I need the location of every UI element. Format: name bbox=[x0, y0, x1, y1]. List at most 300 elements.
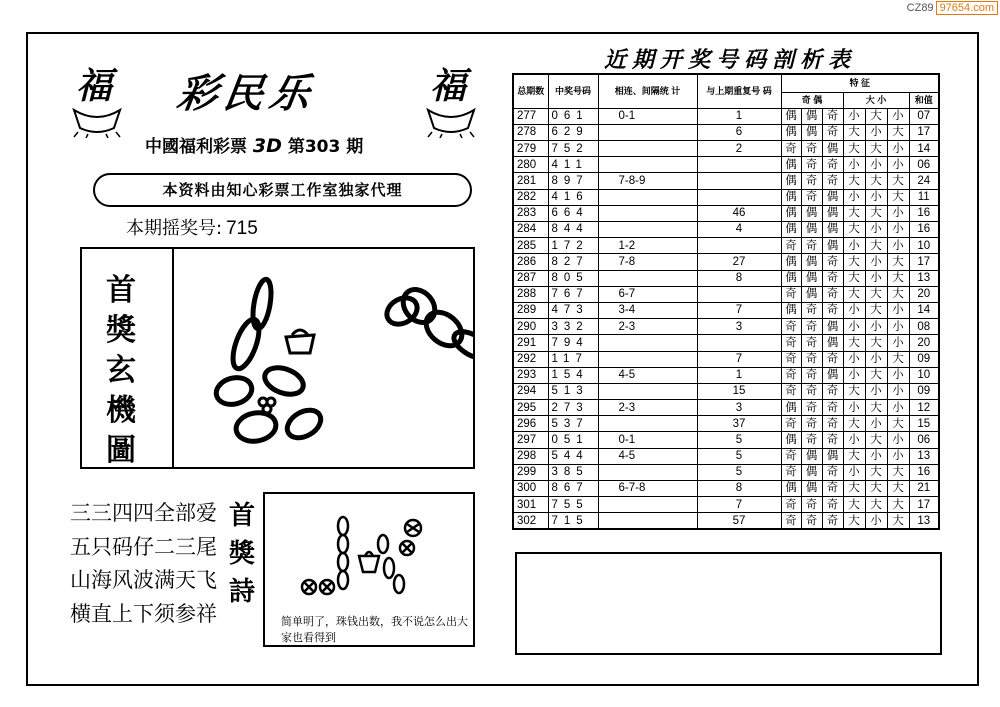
issue-cell: 277 bbox=[513, 108, 548, 124]
pattern-cell: 4-5 bbox=[598, 448, 697, 464]
big-small-cell: 小 bbox=[843, 351, 865, 367]
big-small-cell: 大 bbox=[887, 497, 909, 513]
sum-cell: 13 bbox=[909, 270, 939, 286]
odd-even-cell: 奇 bbox=[822, 173, 843, 189]
odd-even-cell: 奇 bbox=[801, 141, 822, 157]
big-small-cell: 小 bbox=[843, 302, 865, 318]
issue-cell: 281 bbox=[513, 173, 548, 189]
mystic-title: 首獎玄機圖 bbox=[106, 273, 136, 468]
big-small-cell: 小 bbox=[843, 238, 865, 254]
odd-even-cell: 奇 bbox=[822, 481, 843, 497]
odd-even-cell: 奇 bbox=[801, 173, 822, 189]
big-small-cell: 大 bbox=[865, 400, 887, 416]
big-small-cell: 小 bbox=[887, 367, 909, 383]
repeat-cell: 4 bbox=[697, 222, 781, 238]
table-row bbox=[513, 108, 939, 124]
pattern-cell: 6-7 bbox=[598, 286, 697, 302]
big-small-cell: 小 bbox=[865, 319, 887, 335]
table-row bbox=[513, 335, 939, 351]
repeat-cell: 2 bbox=[697, 141, 781, 157]
table-row bbox=[513, 416, 939, 432]
odd-even-cell: 奇 bbox=[781, 464, 801, 480]
big-small-cell: 小 bbox=[843, 400, 865, 416]
big-small-cell: 大 bbox=[865, 302, 887, 318]
big-small-cell: 大 bbox=[843, 497, 865, 513]
agency-notice: 本资料由知心彩票工作室独家代理 bbox=[93, 173, 472, 207]
odd-even-cell: 奇 bbox=[801, 319, 822, 335]
pattern-cell bbox=[598, 270, 697, 286]
big-small-cell: 大 bbox=[865, 173, 887, 189]
odd-even-cell: 偶 bbox=[822, 222, 843, 238]
odd-even-cell: 偶 bbox=[781, 222, 801, 238]
sum-cell: 06 bbox=[909, 432, 939, 448]
sum-cell: 17 bbox=[909, 254, 939, 270]
repeat-cell bbox=[697, 335, 781, 351]
pattern-cell bbox=[598, 205, 697, 221]
odd-even-cell: 偶 bbox=[822, 238, 843, 254]
odd-even-cell: 奇 bbox=[801, 351, 822, 367]
poem-line: 山海风波满天飞 bbox=[70, 568, 217, 592]
big-small-cell: 大 bbox=[843, 173, 865, 189]
pattern-cell: 7-8 bbox=[598, 254, 697, 270]
watermark bbox=[907, 2, 998, 14]
odd-even-cell: 奇 bbox=[781, 238, 801, 254]
odd-even-cell: 奇 bbox=[801, 432, 822, 448]
table-header-row bbox=[513, 74, 939, 92]
big-small-cell: 大 bbox=[865, 286, 887, 302]
odd-even-cell: 偶 bbox=[822, 367, 843, 383]
table-row bbox=[513, 157, 939, 173]
odd-even-cell: 偶 bbox=[801, 205, 822, 221]
sum-cell: 17 bbox=[909, 497, 939, 513]
big-small-cell: 大 bbox=[887, 351, 909, 367]
issue-cell: 301 bbox=[513, 497, 548, 513]
issue-number: 第303 期 bbox=[287, 137, 364, 157]
odd-even-cell: 奇 bbox=[822, 513, 843, 529]
sum-cell: 09 bbox=[909, 383, 939, 399]
sum-cell: 14 bbox=[909, 302, 939, 318]
odd-even-cell: 偶 bbox=[781, 157, 801, 173]
col-big-small-header: 大 小 bbox=[843, 92, 909, 108]
issue-cell: 302 bbox=[513, 513, 548, 529]
pattern-cell: 2-3 bbox=[598, 400, 697, 416]
issue-cell: 280 bbox=[513, 157, 548, 173]
sum-cell: 21 bbox=[909, 481, 939, 497]
odd-even-cell: 奇 bbox=[781, 383, 801, 399]
odd-even-cell: 奇 bbox=[781, 319, 801, 335]
big-small-cell: 大 bbox=[887, 464, 909, 480]
table-row bbox=[513, 222, 939, 238]
pattern-cell: 0-1 bbox=[598, 108, 697, 124]
number-cell: 332 bbox=[548, 319, 598, 335]
table-row bbox=[513, 432, 939, 448]
number-cell: 117 bbox=[548, 351, 598, 367]
issue-cell: 299 bbox=[513, 464, 548, 480]
odd-even-cell: 偶 bbox=[801, 124, 822, 140]
pattern-cell: 2-3 bbox=[598, 319, 697, 335]
big-small-cell: 小 bbox=[843, 319, 865, 335]
big-small-cell: 小 bbox=[865, 383, 887, 399]
odd-even-cell: 奇 bbox=[822, 400, 843, 416]
big-small-cell: 小 bbox=[865, 222, 887, 238]
poem-text bbox=[70, 497, 217, 631]
odd-even-cell: 偶 bbox=[801, 286, 822, 302]
pattern-cell bbox=[598, 124, 697, 140]
big-small-cell: 小 bbox=[887, 448, 909, 464]
odd-even-cell: 奇 bbox=[781, 351, 801, 367]
number-cell: 715 bbox=[548, 513, 598, 529]
number-cell: 794 bbox=[548, 335, 598, 351]
big-small-cell: 大 bbox=[843, 205, 865, 221]
repeat-cell: 3 bbox=[697, 319, 781, 335]
issue-cell: 286 bbox=[513, 254, 548, 270]
big-small-cell: 小 bbox=[887, 319, 909, 335]
big-small-cell: 大 bbox=[865, 335, 887, 351]
odd-even-cell: 偶 bbox=[781, 270, 801, 286]
odd-even-cell: 偶 bbox=[781, 302, 801, 318]
table-row bbox=[513, 367, 939, 383]
number-cell: 537 bbox=[548, 416, 598, 432]
odd-even-cell: 奇 bbox=[801, 383, 822, 399]
table-row bbox=[513, 141, 939, 157]
number-cell: 416 bbox=[548, 189, 598, 205]
poem-picture-panel bbox=[263, 492, 475, 647]
table-row bbox=[513, 351, 939, 367]
sum-cell: 16 bbox=[909, 205, 939, 221]
repeat-cell: 46 bbox=[697, 205, 781, 221]
big-small-cell: 大 bbox=[865, 432, 887, 448]
big-small-cell: 小 bbox=[865, 416, 887, 432]
odd-even-cell: 奇 bbox=[822, 254, 843, 270]
big-small-cell: 大 bbox=[865, 108, 887, 124]
sum-cell: 15 bbox=[909, 416, 939, 432]
odd-even-cell: 奇 bbox=[781, 141, 801, 157]
big-small-cell: 小 bbox=[887, 157, 909, 173]
table-row bbox=[513, 383, 939, 399]
odd-even-cell: 偶 bbox=[822, 189, 843, 205]
big-small-cell: 小 bbox=[843, 157, 865, 173]
repeat-cell: 7 bbox=[697, 351, 781, 367]
pattern-cell: 6-7-8 bbox=[598, 481, 697, 497]
sum-cell: 16 bbox=[909, 464, 939, 480]
col-odd-even-header: 奇 偶 bbox=[781, 92, 843, 108]
sum-cell: 13 bbox=[909, 513, 939, 529]
odd-even-cell: 奇 bbox=[822, 124, 843, 140]
table-row bbox=[513, 400, 939, 416]
big-small-cell: 小 bbox=[865, 448, 887, 464]
odd-even-cell: 奇 bbox=[781, 497, 801, 513]
odd-even-cell: 奇 bbox=[822, 464, 843, 480]
issue-prefix: 中國福利彩票 bbox=[145, 137, 247, 157]
big-small-cell: 小 bbox=[865, 189, 887, 205]
pattern-cell: 1-2 bbox=[598, 238, 697, 254]
sum-cell: 09 bbox=[909, 351, 939, 367]
odd-even-cell: 奇 bbox=[801, 367, 822, 383]
mystic-puzzle-image bbox=[174, 249, 474, 467]
odd-even-cell: 奇 bbox=[822, 432, 843, 448]
number-cell: 805 bbox=[548, 270, 598, 286]
odd-even-cell: 偶 bbox=[801, 108, 822, 124]
number-cell: 752 bbox=[548, 141, 598, 157]
watermark-site-link[interactable]: 97654.com bbox=[936, 1, 998, 15]
sum-cell: 06 bbox=[909, 157, 939, 173]
big-small-cell: 小 bbox=[887, 302, 909, 318]
pattern-cell bbox=[598, 141, 697, 157]
odd-even-cell: 奇 bbox=[781, 335, 801, 351]
col-feature-header: 特 征 bbox=[781, 74, 939, 92]
big-small-cell: 大 bbox=[865, 464, 887, 480]
col-sum-header: 和值 bbox=[909, 92, 939, 108]
sum-cell: 20 bbox=[909, 335, 939, 351]
odd-even-cell: 偶 bbox=[801, 254, 822, 270]
big-small-cell: 大 bbox=[887, 173, 909, 189]
odd-even-cell: 奇 bbox=[822, 416, 843, 432]
big-small-cell: 大 bbox=[843, 222, 865, 238]
number-cell: 273 bbox=[548, 400, 598, 416]
repeat-cell: 37 bbox=[697, 416, 781, 432]
big-small-cell: 大 bbox=[843, 141, 865, 157]
big-small-cell: 小 bbox=[865, 270, 887, 286]
big-small-cell: 小 bbox=[843, 464, 865, 480]
odd-even-cell: 奇 bbox=[801, 238, 822, 254]
big-small-cell: 大 bbox=[843, 335, 865, 351]
big-small-cell: 大 bbox=[887, 270, 909, 286]
issue-cell: 293 bbox=[513, 367, 548, 383]
big-small-cell: 大 bbox=[887, 513, 909, 529]
odd-even-cell: 偶 bbox=[801, 448, 822, 464]
big-small-cell: 大 bbox=[865, 367, 887, 383]
big-small-cell: 小 bbox=[865, 513, 887, 529]
repeat-cell: 8 bbox=[697, 270, 781, 286]
repeat-cell: 57 bbox=[697, 513, 781, 529]
issue-cell: 283 bbox=[513, 205, 548, 221]
table-row bbox=[513, 302, 939, 318]
poem-line: 横直上下须参祥 bbox=[70, 601, 217, 626]
sum-cell: 20 bbox=[909, 286, 939, 302]
number-cell: 051 bbox=[548, 432, 598, 448]
poem-title: 首獎詩 bbox=[229, 501, 256, 607]
sum-cell: 07 bbox=[909, 108, 939, 124]
big-small-cell: 大 bbox=[887, 481, 909, 497]
repeat-cell bbox=[697, 173, 781, 189]
odd-even-cell: 奇 bbox=[781, 286, 801, 302]
pattern-cell bbox=[598, 351, 697, 367]
issue-cell: 296 bbox=[513, 416, 548, 432]
odd-even-cell: 奇 bbox=[801, 189, 822, 205]
table-row bbox=[513, 464, 939, 480]
poem-line: 五只码仔二三尾 bbox=[70, 534, 217, 559]
table-row bbox=[513, 513, 939, 529]
issue-cell: 292 bbox=[513, 351, 548, 367]
odd-even-cell: 偶 bbox=[822, 141, 843, 157]
big-small-cell: 大 bbox=[843, 448, 865, 464]
number-cell: 154 bbox=[548, 367, 598, 383]
big-small-cell: 小 bbox=[887, 335, 909, 351]
fu-character-right: 福 bbox=[430, 65, 467, 107]
ingot-ornament-left-icon bbox=[70, 104, 124, 138]
poem-picture-image bbox=[265, 494, 475, 614]
big-small-cell: 大 bbox=[843, 481, 865, 497]
poem-line: 三三四四全部爱 bbox=[70, 501, 217, 525]
issue-cell: 297 bbox=[513, 432, 548, 448]
odd-even-cell: 奇 bbox=[822, 497, 843, 513]
issue-cell: 284 bbox=[513, 222, 548, 238]
sum-cell: 12 bbox=[909, 400, 939, 416]
pattern-cell bbox=[598, 464, 697, 480]
repeat-cell bbox=[697, 157, 781, 173]
table-row bbox=[513, 448, 939, 464]
odd-even-cell: 偶 bbox=[822, 205, 843, 221]
repeat-cell: 15 bbox=[697, 383, 781, 399]
number-cell: 767 bbox=[548, 286, 598, 302]
big-small-cell: 小 bbox=[887, 205, 909, 221]
pattern-cell: 4-5 bbox=[598, 367, 697, 383]
big-small-cell: 小 bbox=[887, 238, 909, 254]
odd-even-cell: 偶 bbox=[781, 254, 801, 270]
odd-even-cell: 奇 bbox=[822, 351, 843, 367]
sum-cell: 13 bbox=[909, 448, 939, 464]
issue-cell: 289 bbox=[513, 302, 548, 318]
odd-even-cell: 偶 bbox=[801, 481, 822, 497]
big-small-cell: 大 bbox=[887, 189, 909, 205]
big-small-cell: 小 bbox=[843, 367, 865, 383]
number-cell: 897 bbox=[548, 173, 598, 189]
big-small-cell: 大 bbox=[865, 205, 887, 221]
odd-even-cell: 奇 bbox=[822, 270, 843, 286]
table-row bbox=[513, 189, 939, 205]
sum-cell: 10 bbox=[909, 238, 939, 254]
big-small-cell: 大 bbox=[843, 286, 865, 302]
issue-cell: 295 bbox=[513, 400, 548, 416]
odd-even-cell: 奇 bbox=[781, 367, 801, 383]
table-row bbox=[513, 286, 939, 302]
number-cell: 544 bbox=[548, 448, 598, 464]
number-cell: 827 bbox=[548, 254, 598, 270]
odd-even-cell: 奇 bbox=[801, 335, 822, 351]
number-cell: 844 bbox=[548, 222, 598, 238]
big-small-cell: 小 bbox=[843, 108, 865, 124]
pattern-cell: 0-1 bbox=[598, 432, 697, 448]
pattern-cell bbox=[598, 157, 697, 173]
repeat-cell: 5 bbox=[697, 464, 781, 480]
pattern-cell bbox=[598, 497, 697, 513]
table-row bbox=[513, 124, 939, 140]
odd-even-cell: 奇 bbox=[822, 383, 843, 399]
odd-even-cell: 偶 bbox=[781, 173, 801, 189]
repeat-cell: 7 bbox=[697, 302, 781, 318]
draw-number: 715 bbox=[226, 218, 258, 239]
big-small-cell: 大 bbox=[843, 383, 865, 399]
odd-even-cell: 奇 bbox=[822, 108, 843, 124]
big-small-cell: 小 bbox=[865, 124, 887, 140]
odd-even-cell: 偶 bbox=[781, 108, 801, 124]
odd-even-cell: 偶 bbox=[801, 464, 822, 480]
table-row bbox=[513, 270, 939, 286]
big-small-cell: 小 bbox=[865, 157, 887, 173]
repeat-cell: 1 bbox=[697, 108, 781, 124]
odd-even-cell: 奇 bbox=[801, 416, 822, 432]
table-row bbox=[513, 254, 939, 270]
sum-cell: 10 bbox=[909, 367, 939, 383]
table-row bbox=[513, 238, 939, 254]
mystic-title-cell bbox=[82, 249, 174, 467]
pattern-cell bbox=[598, 222, 697, 238]
odd-even-cell: 偶 bbox=[822, 319, 843, 335]
big-small-cell: 大 bbox=[843, 270, 865, 286]
table-row bbox=[513, 497, 939, 513]
odd-even-cell: 奇 bbox=[781, 448, 801, 464]
odd-even-cell: 奇 bbox=[801, 302, 822, 318]
big-small-cell: 大 bbox=[865, 497, 887, 513]
col-repeat-header: 与上期重复号 码 bbox=[697, 74, 781, 108]
big-small-cell: 小 bbox=[887, 400, 909, 416]
mystic-puzzle-panel bbox=[80, 247, 475, 469]
issue-cell: 294 bbox=[513, 383, 548, 399]
brand-title: 彩民乐 bbox=[174, 70, 319, 117]
number-cell: 755 bbox=[548, 497, 598, 513]
odd-even-cell: 奇 bbox=[822, 286, 843, 302]
odd-even-cell: 偶 bbox=[822, 448, 843, 464]
issue-cell: 290 bbox=[513, 319, 548, 335]
repeat-cell bbox=[697, 189, 781, 205]
issue-cell: 279 bbox=[513, 141, 548, 157]
pattern-cell: 3-4 bbox=[598, 302, 697, 318]
table-row bbox=[513, 481, 939, 497]
number-cell: 664 bbox=[548, 205, 598, 221]
big-small-cell: 大 bbox=[843, 513, 865, 529]
issue-cell: 300 bbox=[513, 481, 548, 497]
repeat-cell: 3 bbox=[697, 400, 781, 416]
draw-label: 本期摇奖号: bbox=[126, 218, 223, 239]
odd-even-cell: 奇 bbox=[801, 157, 822, 173]
sum-cell: 11 bbox=[909, 189, 939, 205]
issue-cell: 285 bbox=[513, 238, 548, 254]
pattern-cell bbox=[598, 335, 697, 351]
odd-even-cell: 奇 bbox=[801, 497, 822, 513]
watermark-code: CZ89 bbox=[906, 2, 934, 14]
big-small-cell: 大 bbox=[843, 254, 865, 270]
pattern-cell bbox=[598, 416, 697, 432]
big-small-cell: 小 bbox=[887, 108, 909, 124]
draw-number-line bbox=[126, 214, 258, 240]
issue-cell: 287 bbox=[513, 270, 548, 286]
repeat-cell bbox=[697, 286, 781, 302]
history-table bbox=[512, 73, 940, 530]
repeat-cell: 5 bbox=[697, 432, 781, 448]
repeat-cell: 5 bbox=[697, 448, 781, 464]
big-small-cell: 大 bbox=[843, 124, 865, 140]
pattern-cell: 7-8-9 bbox=[598, 173, 697, 189]
big-small-cell: 小 bbox=[843, 189, 865, 205]
sum-cell: 17 bbox=[909, 124, 939, 140]
table-row bbox=[513, 173, 939, 189]
odd-even-cell: 奇 bbox=[801, 513, 822, 529]
big-small-cell: 小 bbox=[887, 432, 909, 448]
big-small-cell: 大 bbox=[865, 481, 887, 497]
sum-cell: 08 bbox=[909, 319, 939, 335]
issue-cell: 288 bbox=[513, 286, 548, 302]
number-cell: 513 bbox=[548, 383, 598, 399]
sum-cell: 24 bbox=[909, 173, 939, 189]
odd-even-cell: 奇 bbox=[781, 416, 801, 432]
odd-even-cell: 偶 bbox=[781, 205, 801, 221]
sum-cell: 14 bbox=[909, 141, 939, 157]
big-small-cell: 大 bbox=[887, 124, 909, 140]
repeat-cell: 6 bbox=[697, 124, 781, 140]
odd-even-cell: 奇 bbox=[801, 400, 822, 416]
repeat-cell bbox=[697, 238, 781, 254]
repeat-cell: 27 bbox=[697, 254, 781, 270]
